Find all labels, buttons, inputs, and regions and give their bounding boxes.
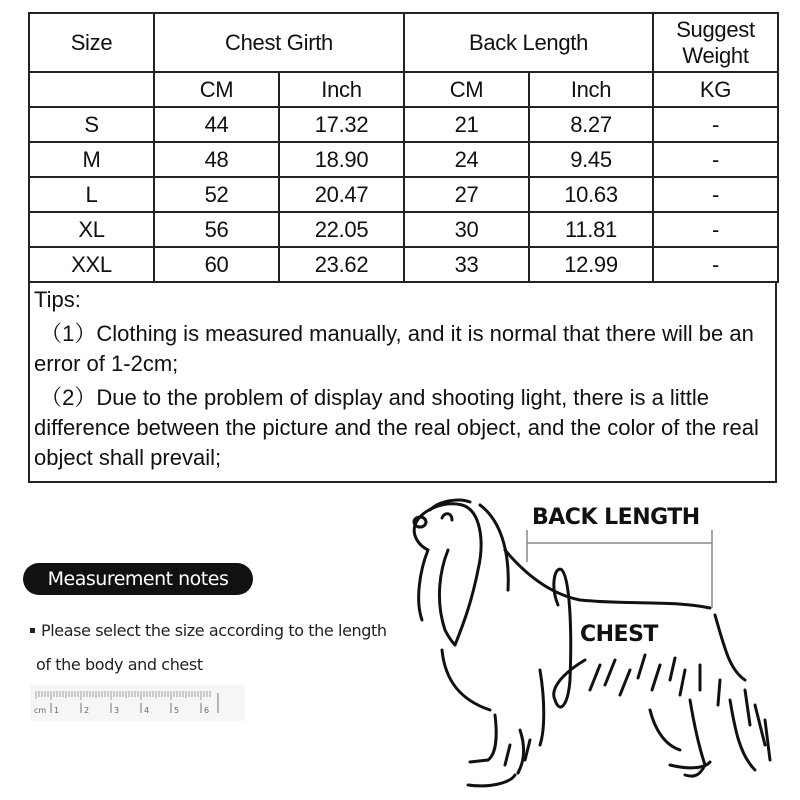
cell-chest-cm: 60 xyxy=(154,247,279,282)
cell-weight: - xyxy=(653,142,778,177)
svg-text:4: 4 xyxy=(144,706,150,715)
cell-back-cm: 24 xyxy=(404,142,529,177)
svg-text:5: 5 xyxy=(174,706,180,715)
header-row xyxy=(29,13,778,72)
notes-line-2: of the body and chest xyxy=(36,655,203,674)
header-suggest-weight-line1: Suggest xyxy=(676,16,755,42)
measurement-notes-badge: Measurement notes xyxy=(23,563,253,595)
cell-back-inch: 10.63 xyxy=(529,177,653,212)
notes-line-1-text: Please select the size according to the length xyxy=(41,621,387,640)
cell-weight: - xyxy=(653,247,778,282)
size-chart-table xyxy=(28,12,779,283)
table-row xyxy=(29,107,778,142)
unit-chest-cm: CM xyxy=(154,72,279,107)
cell-size: XL xyxy=(29,212,154,247)
table-row xyxy=(29,142,778,177)
measurement-notes-text xyxy=(26,614,416,682)
cell-size: L xyxy=(29,177,154,212)
table-row xyxy=(29,247,778,282)
cell-back-cm: 21 xyxy=(404,107,529,142)
tips-box xyxy=(28,283,777,483)
svg-text:1: 1 xyxy=(54,706,60,715)
cell-chest-inch: 18.90 xyxy=(279,142,404,177)
cell-back-cm: 27 xyxy=(404,177,529,212)
cell-size: XXL xyxy=(29,247,154,282)
cell-chest-cm: 52 xyxy=(154,177,279,212)
header-suggest-weight-line2: Weight xyxy=(682,42,749,68)
table-row xyxy=(29,177,778,212)
unit-back-cm: CM xyxy=(404,72,529,107)
tip-item-2: （2）Due to the problem of display and shooting light, there is a little difference between the picture and the real object, and the color of the real object shall prevail; xyxy=(34,385,759,470)
cell-back-cm: 30 xyxy=(404,212,529,247)
tip-item-1: （1）Clothing is measured manually, and it is normal that there will be an error of 1-2cm; xyxy=(34,321,754,376)
table-row xyxy=(29,212,778,247)
bullet-icon xyxy=(30,628,35,633)
cell-chest-inch: 22.05 xyxy=(279,212,404,247)
cell-chest-cm: 56 xyxy=(154,212,279,247)
cell-chest-cm: 48 xyxy=(154,142,279,177)
header-chest-girth: Chest Girth xyxy=(154,13,404,72)
header-size: Size xyxy=(29,13,154,72)
cell-chest-cm: 44 xyxy=(154,107,279,142)
header-back-length: Back Length xyxy=(404,13,653,72)
cell-back-inch: 9.45 xyxy=(529,142,653,177)
unit-weight-kg: KG xyxy=(653,72,778,107)
ruler-icon xyxy=(30,685,245,721)
unit-chest-inch: Inch xyxy=(279,72,404,107)
svg-text:3: 3 xyxy=(114,706,120,715)
cell-back-inch: 12.99 xyxy=(529,247,653,282)
svg-text:cm: cm xyxy=(34,706,47,715)
cell-back-cm: 33 xyxy=(404,247,529,282)
cell-chest-inch: 20.47 xyxy=(279,177,404,212)
cell-weight: - xyxy=(653,212,778,247)
cell-chest-inch: 17.32 xyxy=(279,107,404,142)
svg-text:6: 6 xyxy=(204,706,210,715)
units-row xyxy=(29,72,778,107)
cell-back-inch: 8.27 xyxy=(529,107,653,142)
svg-text:2: 2 xyxy=(84,706,90,715)
cell-size: S xyxy=(29,107,154,142)
cell-weight: - xyxy=(653,177,778,212)
notes-line-1 xyxy=(26,614,416,648)
cell-size: M xyxy=(29,142,154,177)
cell-back-inch: 11.81 xyxy=(529,212,653,247)
unit-empty xyxy=(29,72,154,107)
cell-chest-inch: 23.62 xyxy=(279,247,404,282)
header-suggest-weight xyxy=(653,13,778,72)
chest-label: CHEST xyxy=(580,622,658,647)
back-length-label: BACK LENGTH xyxy=(532,505,700,530)
cell-weight: - xyxy=(653,107,778,142)
unit-back-inch: Inch xyxy=(529,72,653,107)
tips-label: Tips: xyxy=(34,287,81,312)
